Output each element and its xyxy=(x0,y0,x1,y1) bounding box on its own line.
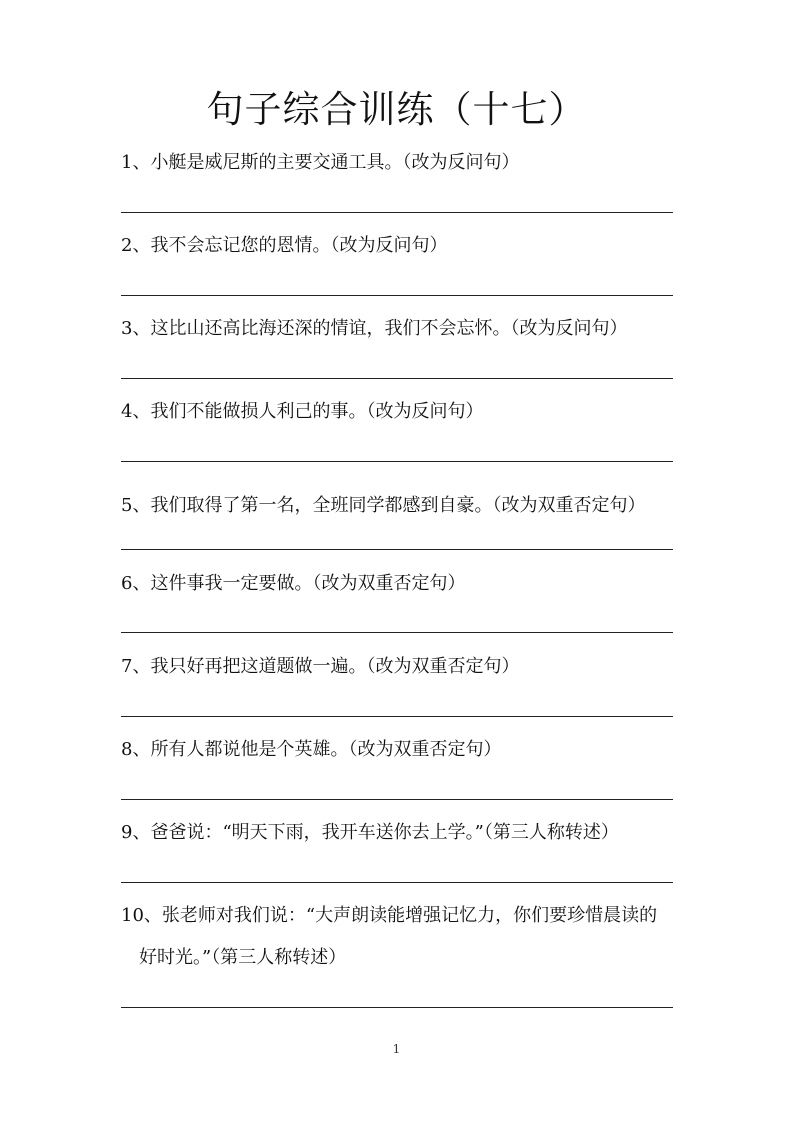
answer-line-4 xyxy=(121,461,673,462)
answer-line-1 xyxy=(121,212,673,213)
question-1: 1、小艇是威尼斯的主要交通工具。（改为反问句） xyxy=(121,152,520,173)
answer-line-2 xyxy=(121,295,673,296)
worksheet-title: 句子综合训练（十七） xyxy=(206,88,587,131)
answer-line-7 xyxy=(121,716,673,717)
question-10-continued: 好时光。”（第三人称转述） xyxy=(139,947,347,968)
answer-line-3 xyxy=(121,378,673,379)
question-10: 10、张老师对我们说：“大声朗读能增强记忆力，你们要珍惜晨读的 xyxy=(121,905,658,926)
answer-line-10 xyxy=(121,1007,673,1008)
page-number: 1 xyxy=(392,1042,401,1056)
question-6: 6、这件事我一定要做。（改为双重否定句） xyxy=(121,573,466,594)
question-8: 8、所有人都说他是个英雄。（改为双重否定句） xyxy=(121,739,502,760)
answer-line-8 xyxy=(121,799,673,800)
answer-line-9 xyxy=(121,882,673,883)
question-5: 5、我们取得了第一名，全班同学都感到自豪。（改为双重否定句） xyxy=(121,495,646,516)
question-4: 4、我们不能做损人利己的事。（改为反问句） xyxy=(121,401,484,422)
question-3: 3、这比山还高比海还深的情谊，我们不会忘怀。（改为反问句） xyxy=(121,318,628,339)
question-9: 9、爸爸说：“明天下雨，我开车送你去上学。”（第三人称转述） xyxy=(121,822,619,843)
answer-line-6 xyxy=(121,632,673,633)
question-7: 7、我只好再把这道题做一遍。（改为双重否定句） xyxy=(121,656,520,677)
question-2: 2、我不会忘记您的恩情。（改为反问句） xyxy=(121,235,448,256)
answer-line-5 xyxy=(121,549,673,550)
